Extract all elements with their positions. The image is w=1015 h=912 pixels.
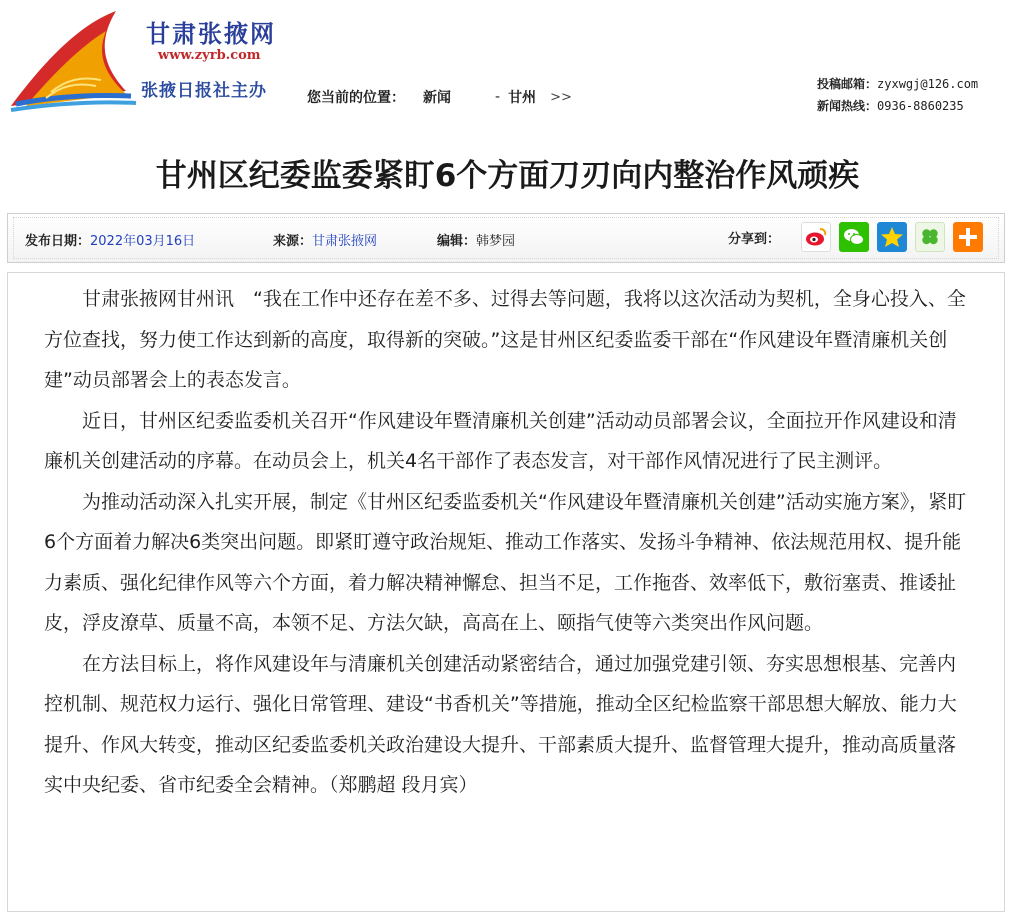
article-editor [437, 230, 515, 249]
email-label: 投稿邮箱： [817, 77, 878, 91]
article-paragraph: 在方法目标上，将作风建设年与清廉机关创建活动紧密结合，通过加强党建引领、夯实思想根基、完善内控机制、规范权力运行、强化日常管理、建设“书香机关”等措施，推动全区纪检监察干部思想大解放、能力大提升、作风大转变，推动区纪委监委机关政治建设大提升、干部素质大提升、监督管理大提升，推动高质量落实中央纪委、省市纪委全会精神。（郑鹏超 段月宾） [44, 652, 957, 796]
publish-date [25, 230, 195, 249]
source-link[interactable]: 甘肃张掖网 [312, 234, 378, 249]
share-icons [801, 222, 991, 252]
article-source [273, 230, 377, 249]
more-plus-icon[interactable] [953, 222, 983, 252]
date-value: 2022年03月16日 [90, 234, 196, 249]
logo-mountain-icon [6, 6, 146, 116]
breadcrumb-separator: - [495, 89, 501, 105]
editor-label: 编辑： [437, 234, 477, 249]
hotline-value: 0936-8860235 [877, 99, 964, 113]
site-url: www.zyrb.com [158, 48, 261, 63]
breadcrumb-arrows: >> [550, 89, 572, 105]
editor-value: 韩梦园 [476, 234, 516, 249]
contact-info [817, 73, 978, 117]
wechat-icon[interactable] [839, 222, 869, 252]
article-title: 甘州区纪委监委紧盯6个方面刀刃向内整治作风顽疾 [155, 158, 860, 194]
email-value: zyxwgj@126.com [877, 77, 979, 91]
article-info-bar [7, 213, 1005, 263]
breadcrumb-label: 您当前的位置： [307, 90, 405, 106]
qzone-icon[interactable] [877, 222, 907, 252]
weibo-icon[interactable] [801, 222, 831, 252]
breadcrumb [307, 87, 572, 107]
hotline-label: 新闻热线： [817, 99, 878, 113]
clover-icon[interactable] [915, 222, 945, 252]
breadcrumb-link-ganzhou[interactable]: 甘州 [508, 90, 537, 106]
article-paragraph: 近日，甘州区纪委监委机关召开“作风建设年暨清廉机关创建”活动动员部署会议，全面拉开作风建设和清廉机关创建活动的序幕。在动员会上，机关4名干部作了表态发言，对干部作风情况进行了民主测评。 [44, 409, 957, 472]
site-header [0, 0, 1015, 125]
site-publisher: 张掖日报社主办 [141, 81, 267, 101]
article-paragraph: 甘肃张掖网甘州讯 “我在工作中还存在差不多、过得去等问题，我将以这次活动为契机，全身心投入、全方位查找，努力使工作达到新的高度，取得新的突破。”这是甘州区纪委监委干部在“作风建设年暨清廉机关创建”动员部署会上的表态发言。 [44, 288, 966, 391]
source-label: 来源： [273, 234, 313, 249]
date-label: 发布日期： [25, 234, 91, 249]
article-paragraph: 为推动活动深入扎实开展，制定《甘州区纪委监委机关“作风建设年暨清廉机关创建”活动实施方案》，紧盯6个方面着力解决6类突出问题。即紧盯遵守政治规矩、推动工作落实、发扬斗争精神、依法规范用权、提升能力素质、强化纪律作风等六个方面，着力解决精神懈怠、担当不足，工作拖沓、效率低下，敷衍塞责、推诿扯皮，浮皮潦草、质量不高，本领不足、方法欠缺，高高在上、颐指气使等六类突出作风问题。 [44, 490, 967, 634]
breadcrumb-link-news[interactable]: 新闻 [423, 90, 451, 106]
share-label: 分享到： [728, 232, 781, 247]
article-body [44, 279, 972, 806]
article-body-box [7, 272, 1005, 912]
site-name: 甘肃张掖网 [146, 19, 276, 48]
